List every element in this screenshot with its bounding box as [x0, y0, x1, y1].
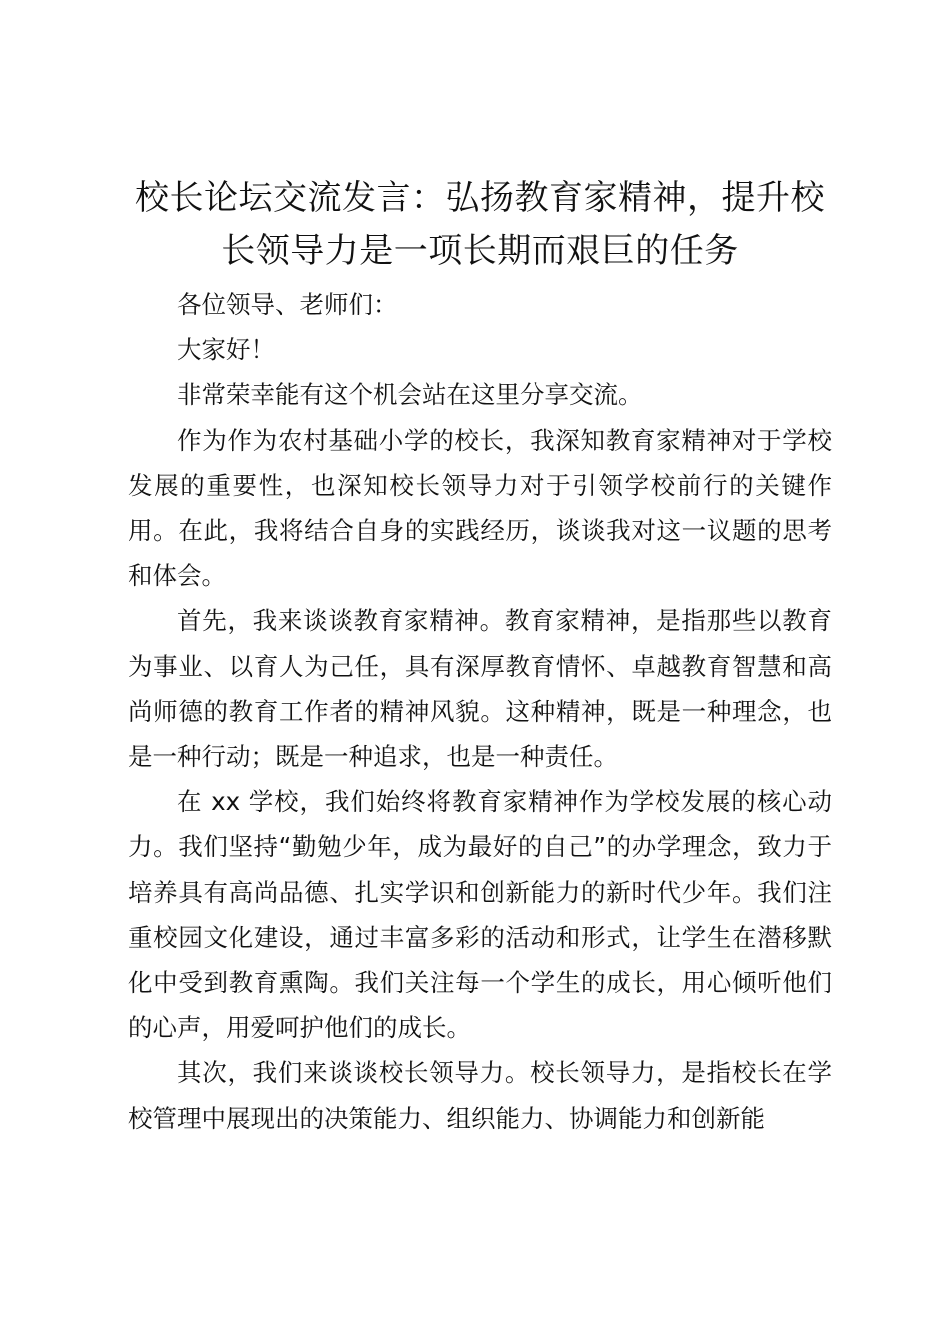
- body-paragraph: 在 xx 学校，我们始终将教育家精神作为学校发展的核心动力。我们坚持“勤勉少年，成为最好的自己”的办学理念，致力于培养具有高尚品德、扎实学识和创新能力的新时代少年。我们注重校园文化建设，通过丰富多彩的活动和形式，让学生在潜移默化中受到教育熏陶。我们关注每一个学生的成长，用心倾听他们的心声，用爱呵护他们的成长。: [128, 787, 832, 1043]
- body-paragraph: 其次，我们来谈谈校长领导力。校长领导力，是指校长在学校管理中展现出的决策能力、组织能力、协调能力和创新能: [128, 1058, 832, 1133]
- greeting-paragraph: 大家好！: [177, 335, 275, 365]
- body-paragraph: 非常荣幸能有这个机会站在这里分享交流。: [177, 380, 643, 410]
- body-paragraph: 首先，我来谈谈教育家精神。教育家精神，是指那些以教育为事业、以育人为己任，具有深厚教育情怀、卓越教育智慧和高尚师德的教育工作者的精神风貌。这种精神，既是一种理念，也是一种行动；既是一种追求，也是一种责任。: [128, 606, 832, 772]
- document-title: 校长论坛交流发言：弘扬教育家精神，提升校长领导力是一项长期而艰巨的任务: [135, 178, 825, 271]
- body-paragraph: 作为作为农村基础小学的校长，我深知教育家精神对于学校发展的重要性，也深知校长领导力对于引领学校前行的关键作用。在此，我将结合自身的实践经历，谈谈我对这一议题的思考和体会。: [128, 425, 832, 591]
- salutation-paragraph: 各位领导、老师们：: [177, 290, 398, 319]
- document-page: [128, 172, 832, 1141]
